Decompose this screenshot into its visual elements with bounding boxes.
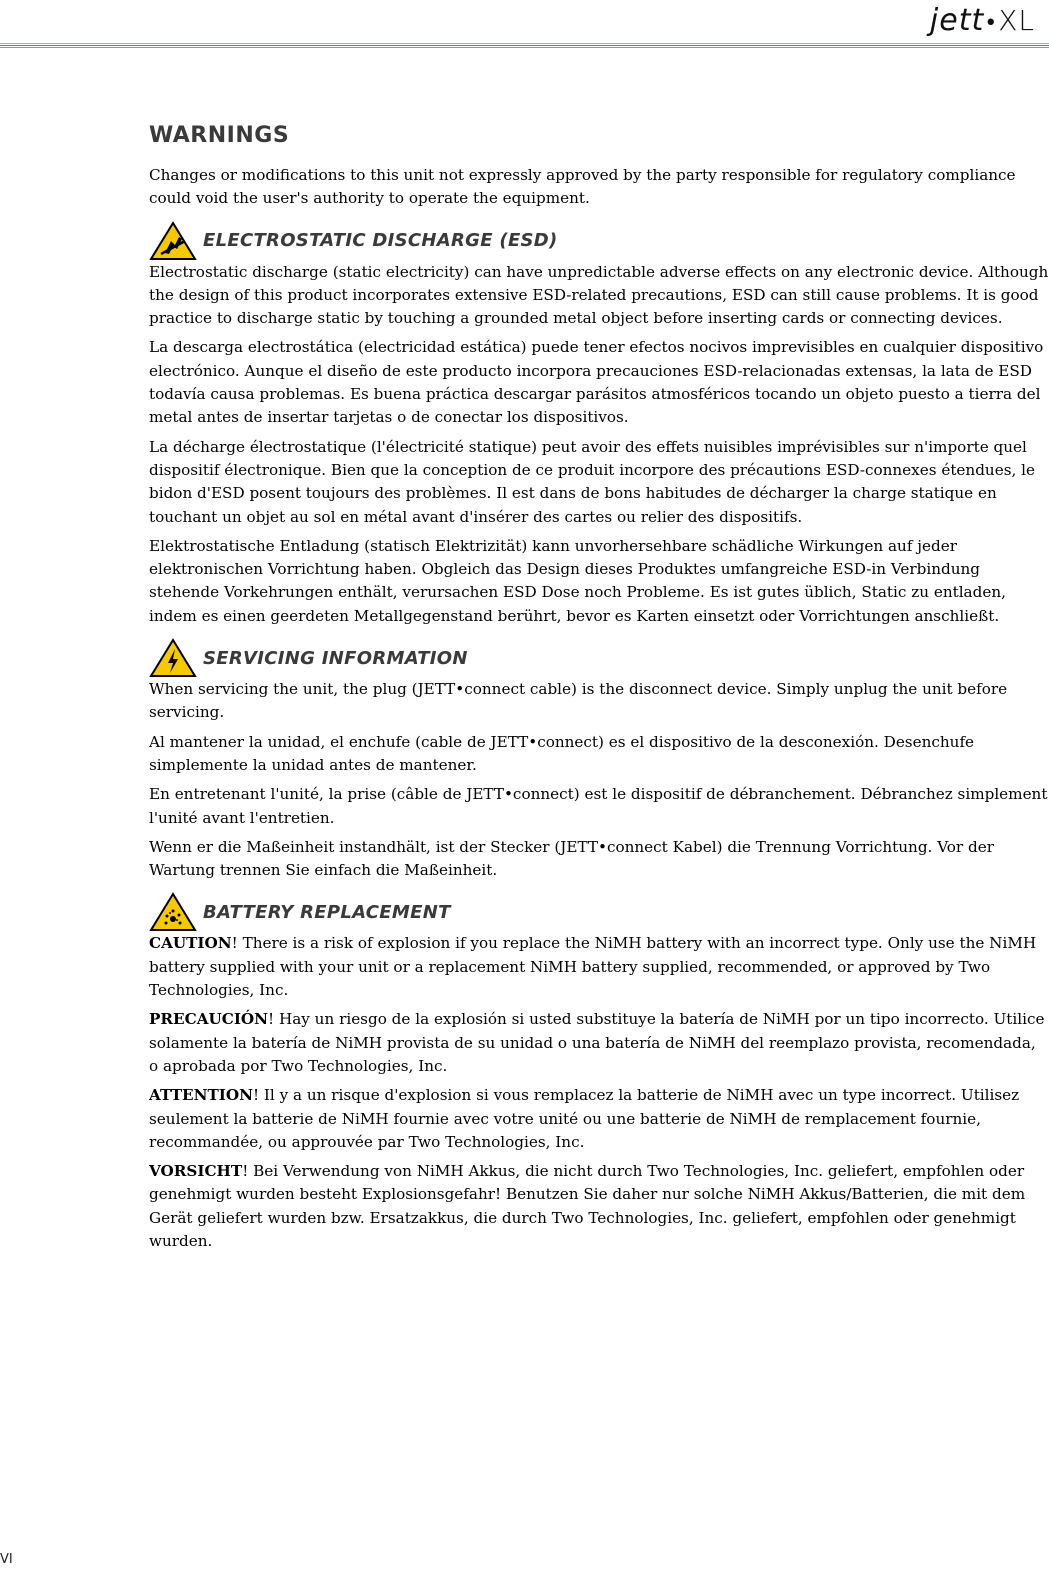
explosion-warning-icon xyxy=(149,892,197,932)
battery-text-de: ! Bei Verwendung von NiMH Akkus, die nicht durch Two Technologies, Inc. geliefert, empfohlen oder genehmigt wurden besteht Explosionsgefahr! Benutzen Sie daher nur solche NiMH Akkus/Batterien, die mit dem Gerät geliefert wurden bzw. Ersatzakkus, die durch Two Technologies, Inc. geliefert, empfohlen oder genehmigt wurden. xyxy=(149,1162,1026,1250)
intro-paragraph: Changes or modifications to this unit not expressly approved by the party responsible for regulatory compliance could void the user's authority to operate the equipment. xyxy=(149,166,1016,208)
battery-text-fr: ! Il y a un risque d'explosion si vous remplacez la batterie de NiMH avec un type incorrect. Utilisez seulement la batterie de NiMH fournie avec votre unité ou une batterie de NiMH de remplacement fournie, recommandée, ou approuvée par Two Technologies, Inc. xyxy=(149,1086,1020,1151)
esd-paragraph-en: Electrostatic discharge (static electricity) can have unpredictable adverse effects on any electronic device. Although the design of this product incorporates extensive ESD-related precautions, ESD can still cause problems. It is good practice to discharge static by touching a grounded metal object before inserting cards or connecting devices. xyxy=(149,262,1049,328)
battery-label-de: VORSICHT xyxy=(149,1162,243,1181)
battery-label-fr: ATTENTION xyxy=(149,1086,253,1105)
high-voltage-warning-icon xyxy=(149,638,197,678)
servicing-paragraph-es: Al mantener la unidad, el enchufe (cable de JETT•connect) es el dispositivo de la desconexión. Desenchufe simplemente la unidad antes de mantener. xyxy=(149,732,975,774)
page-title: WARNINGS xyxy=(149,123,290,148)
servicing-paragraph-fr: En entretenant l'unité, la prise (câble de JETT•connect) est le dispositif de débranchement. Débranchez simplement l'unité avant l'entretien. xyxy=(149,785,1048,827)
servicing-heading: SERVICING INFORMATION xyxy=(203,647,468,669)
battery-text-es: ! Hay un riesgo de la explosión si usted substituye la batería de NiMH por un tipo incorrecto. Utilice solamente la batería de NiMH provista de su unidad o una batería de NiMH del reemplazo provista, recomendada, o aprobada por Two Technologies, Inc. xyxy=(149,1010,1045,1075)
esd-paragraph-de: Elektrostatische Entladung (statisch Elektrizität) kann unvorhersehbare schädliche Wirkungen auf jeder elektronischen Vorrichtung haben. Obgleich das Design dieses Produktes umfangreiche ESD-in Verbindung stehende Vorkehrungen enthält, verursachen ESD Dose noch Probleme. Es ist gutes üblich, Static zu entladen, indem es einen geerdeten Metallgegenstand berührt, bevor es Karten einsetzt oder Vorrichtungen anschließt. xyxy=(149,536,1006,625)
battery-heading: BATTERY REPLACEMENT xyxy=(203,901,451,923)
logo-main: jett xyxy=(929,3,985,38)
esd-section-header xyxy=(149,221,1049,261)
battery-paragraph-fr xyxy=(149,1084,1049,1154)
page-number: VI xyxy=(0,1552,13,1567)
stripe-red xyxy=(0,45,1049,46)
battery-text-en: ! There is a risk of explosion if you replace the NiMH battery with an incorrect type. Only use the NiMH battery supplied with your unit or a replacement NiMH battery supplied, recommended, or approved by Two Technologies, Inc. xyxy=(149,934,1037,1000)
servicing-paragraph-de: Wenn er die Maßeinheit instandhält, ist der Stecker (JETT•connect Kabel) die Trennung Vorrichtung. Vor der Wartung trennen Sie einfach die Maßeinheit. xyxy=(149,837,994,880)
battery-paragraph-es xyxy=(149,1008,1049,1078)
esd-paragraph-fr: La décharge électrostatique (l'électricité statique) peut avoir des effets nuisibles imprévisibles sur n'importe quel dispositif électronique. Bien que la conception de ce produit incorpore des précautions ESD-connexes étendues, le bidon d'ESD posent toujours des problèmes. Il est dans de bons habitudes de décharger la charge statique en touchant un objet au sol en métal avant d'insérer des cartes ou relier des dispositifs. xyxy=(149,437,1035,526)
stripe-orange xyxy=(0,43,1049,44)
servicing-section-header xyxy=(149,638,1049,678)
esd-warning-icon xyxy=(149,221,197,261)
stripe-blue xyxy=(0,47,1049,48)
esd-paragraph-es: La descarga electrostática (electricidad estática) puede tener efectos nocivos imprevisibles en cualquier dispositivo electrónico. Aunque el diseño de este producto incorpora precauciones ESD-relacionadas extensas, la lata de ESD todavía causa problemas. Es buena práctica descargar parásitos atmosféricos tocando un objeto puesto a tierra del metal antes de insertar tarjetas o de conectar los dispositivos. xyxy=(149,338,1044,427)
battery-section-header xyxy=(149,892,1049,932)
jett-xl-logo xyxy=(930,4,1035,41)
page-content xyxy=(149,112,1049,1259)
esd-heading: ELECTROSTATIC DISCHARGE (ESD) xyxy=(203,230,558,252)
header-stripes xyxy=(0,43,1049,49)
battery-label-en: CAUTION xyxy=(149,934,232,953)
servicing-paragraph-en: When servicing the unit, the plug (JETT•connect cable) is the disconnect device. Simply unplug the unit before servicing. xyxy=(149,680,1008,722)
logo-dot: • xyxy=(984,11,999,36)
battery-paragraph-de xyxy=(149,1160,1049,1253)
logo-suffix: XL xyxy=(998,4,1035,37)
battery-paragraph-en xyxy=(149,932,1049,1002)
battery-label-es: PRECAUCIÓN xyxy=(149,1010,269,1029)
